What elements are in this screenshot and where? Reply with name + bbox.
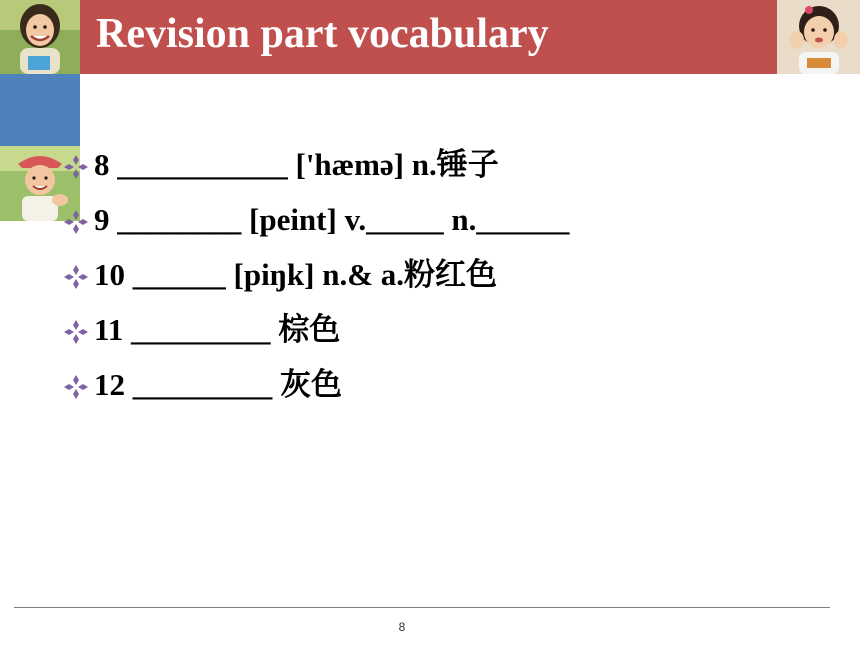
slide-title: Revision part vocabulary xyxy=(96,11,549,57)
vocab-text: 12 _________ 灰色 xyxy=(94,367,342,402)
diamond-bullet-icon xyxy=(62,318,90,346)
vocab-text: 8 ___________ ['hæmə] n.锤子 xyxy=(94,147,499,182)
vocab-item xyxy=(62,250,569,305)
diamond-bullet-icon xyxy=(62,373,90,401)
vocab-text: 10 ______ [piŋk] n.& a.粉红色 xyxy=(94,257,498,292)
girl-photo xyxy=(0,0,80,74)
vocab-item xyxy=(62,305,569,360)
vocab-list xyxy=(62,140,569,415)
diamond-bullet-icon xyxy=(62,263,90,291)
page-number: 8 xyxy=(398,620,406,634)
vocab-item xyxy=(62,360,569,415)
toddler-photo xyxy=(777,0,860,74)
blue-accent-block xyxy=(0,74,80,146)
diamond-bullet-icon xyxy=(62,208,90,236)
vocab-text: 11 _________ 棕色 xyxy=(94,312,341,347)
vocab-item xyxy=(62,140,569,195)
vocab-item xyxy=(62,195,569,250)
diamond-bullet-icon xyxy=(62,153,90,181)
footer-divider xyxy=(14,607,830,608)
vocab-text: 9 ________ [peint] v._____ n.______ xyxy=(94,202,570,237)
